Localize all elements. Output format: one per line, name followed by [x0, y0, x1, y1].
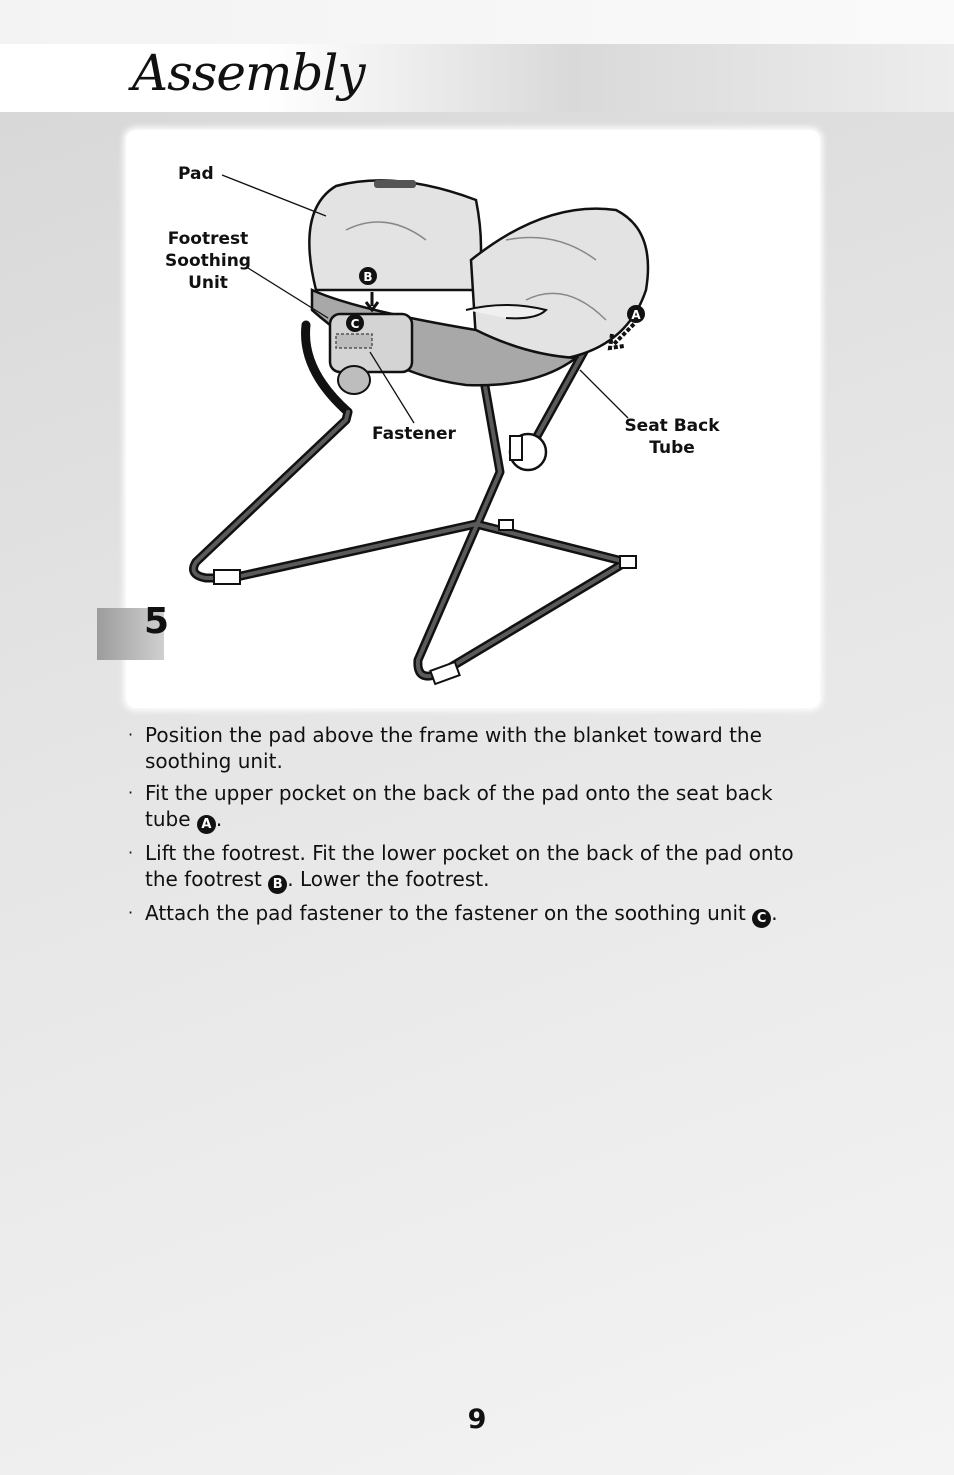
instruction-list [128, 722, 818, 934]
marker-b-icon: B [268, 875, 287, 894]
label-seat-back-line2: Tube [649, 438, 695, 458]
instruction-text: Lift the footrest. Fit the lower pocket on the back of the pad onto the footrest [145, 841, 794, 891]
instruction-suffix: . [771, 901, 778, 925]
bullet-icon: · [128, 843, 134, 862]
instruction-text: Fit the upper pocket on the back of the pad onto the seat back tube [145, 781, 773, 831]
list-item [128, 722, 818, 774]
marker-c-icon: C [752, 909, 771, 928]
label-seat-back-tube [620, 415, 724, 459]
bullet-icon: · [128, 903, 134, 922]
marker-a [627, 305, 645, 323]
label-footrest-soothing-unit [160, 228, 256, 294]
instruction-suffix: . [215, 807, 223, 831]
bullet-icon: · [128, 725, 134, 744]
svg-text:A: A [631, 308, 641, 322]
instruction-text: Position the pad above the frame with the blanket toward the soothing unit. [145, 723, 762, 773]
svg-text:B: B [363, 270, 373, 284]
marker-c [346, 314, 364, 332]
instruction-suffix: . Lower the footrest. [287, 867, 490, 891]
list-item [128, 840, 818, 894]
top-band [0, 0, 954, 44]
step-number: 5 [144, 601, 170, 642]
label-fastener: Fastener [372, 424, 456, 444]
label-footrest-line2: Soothing [165, 251, 251, 271]
label-pad: Pad [178, 164, 214, 184]
marker-a-icon: A [197, 815, 216, 834]
page-number: 9 [467, 1404, 487, 1435]
instruction-text: Attach the pad fastener to the fastener on the soothing unit [145, 901, 746, 925]
label-footrest-line3: Unit [188, 273, 228, 293]
list-item [128, 780, 818, 834]
bullet-icon: · [128, 783, 134, 802]
list-item [128, 900, 818, 928]
svg-text:C: C [350, 317, 360, 331]
page-title: Assembly [132, 44, 365, 102]
label-seat-back-line1: Seat Back [624, 416, 720, 436]
label-footrest-line1: Footrest [167, 229, 249, 249]
marker-b [359, 267, 377, 285]
